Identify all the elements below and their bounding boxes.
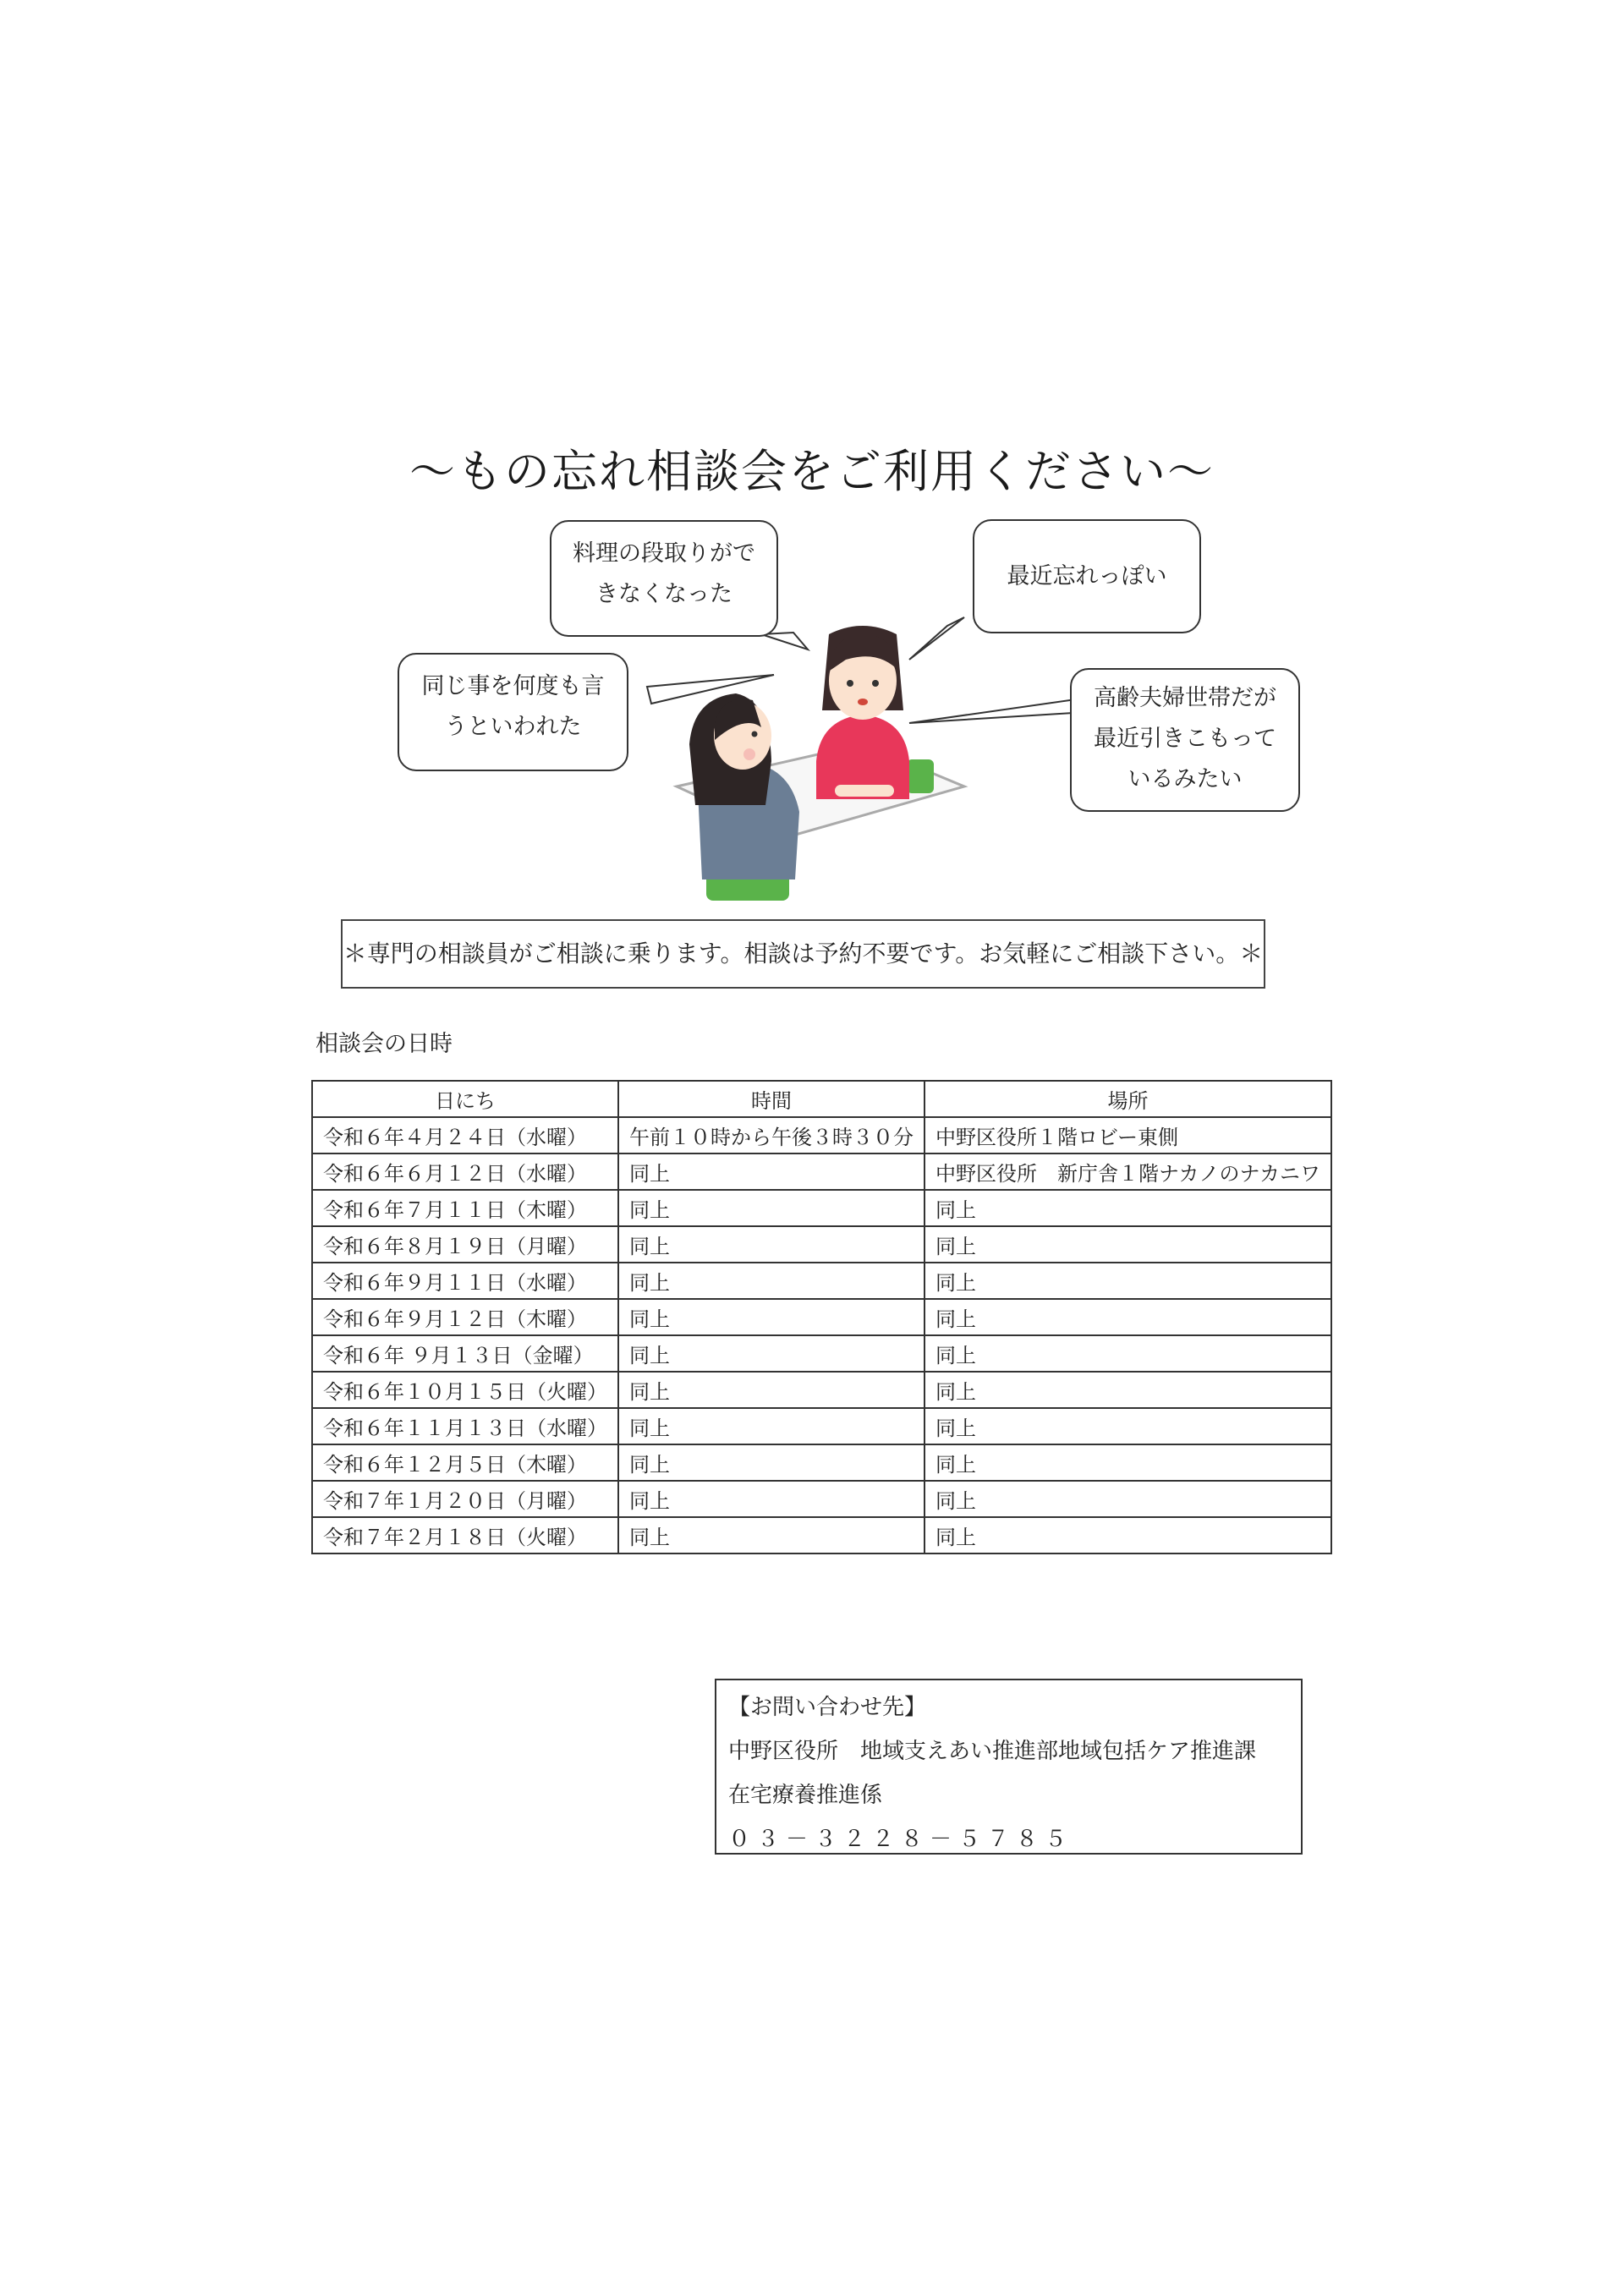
table-row <box>312 1444 1331 1481</box>
contact-section: 在宅療養推進係 <box>728 1783 883 1808</box>
date-cell: 令和６年４月２４日（水曜） <box>312 1117 618 1153</box>
contact-phone: ０３－３２２８－５７８５ <box>728 1827 1074 1852</box>
contact-box <box>715 1679 1303 1855</box>
contact-office: 中野区役所 地域支えあい推進部地域包括ケア推進課 <box>728 1739 1257 1764</box>
time-cell: 同上 <box>618 1444 924 1481</box>
table-row <box>312 1117 1331 1153</box>
date-cell: 令和６年１２月５日（木曜） <box>312 1444 618 1481</box>
time-cell: 同上 <box>618 1190 924 1226</box>
place-cell: 同上 <box>924 1335 1331 1372</box>
schedule-body <box>312 1117 1331 1553</box>
time-cell: 同上 <box>618 1408 924 1444</box>
table-row <box>312 1299 1331 1335</box>
table-row <box>312 1335 1331 1372</box>
place-cell: 同上 <box>924 1299 1331 1335</box>
table-row <box>312 1153 1331 1190</box>
page-title: ～もの忘れ相談会をご利用ください～ <box>409 445 1215 498</box>
date-cell: 令和６年８月１９日（月曜） <box>312 1226 618 1263</box>
time-cell: 同上 <box>618 1263 924 1299</box>
table-header-row <box>312 1081 1331 1117</box>
speech-bubble-forgetful: 最近忘れっぽい <box>973 519 1201 633</box>
place-cell: 同上 <box>924 1444 1331 1481</box>
place-cell: 同上 <box>924 1517 1331 1553</box>
time-cell: 午前１０時から午後３時３０分 <box>618 1117 924 1153</box>
table-row <box>312 1226 1331 1263</box>
date-cell: 令和６年７月１１日（木曜） <box>312 1190 618 1226</box>
place-cell: 同上 <box>924 1372 1331 1408</box>
place-cell: 中野区役所１階ロビー東側 <box>924 1117 1331 1153</box>
time-cell: 同上 <box>618 1226 924 1263</box>
column-header-place: 場所 <box>924 1081 1331 1117</box>
place-cell: 同上 <box>924 1263 1331 1299</box>
time-cell: 同上 <box>618 1153 924 1190</box>
date-cell: 令和６年９月１１日（水曜） <box>312 1263 618 1299</box>
table-row <box>312 1517 1331 1553</box>
time-cell: 同上 <box>618 1299 924 1335</box>
time-cell: 同上 <box>618 1481 924 1517</box>
date-cell: 令和６年１０月１５日（火曜） <box>312 1372 618 1408</box>
date-cell: 令和６年９月１２日（木曜） <box>312 1299 618 1335</box>
schedule-label: 相談会の日時 <box>315 1031 453 1057</box>
table-row <box>312 1372 1331 1408</box>
table-row <box>312 1408 1331 1444</box>
time-cell: 同上 <box>618 1517 924 1553</box>
column-header-date: 日にち <box>312 1081 618 1117</box>
place-cell: 同上 <box>924 1190 1331 1226</box>
speech-bubble-elderly: 高齢夫婦世帯だが 最近引きこもって いるみたい <box>1070 668 1300 812</box>
date-cell: 令和６年 ９月１３日（金曜） <box>312 1335 618 1372</box>
place-cell: 同上 <box>924 1481 1331 1517</box>
schedule-table <box>311 1080 1332 1554</box>
time-cell: 同上 <box>618 1372 924 1408</box>
table-row <box>312 1190 1331 1226</box>
date-cell: 令和７年２月１８日（火曜） <box>312 1517 618 1553</box>
place-cell: 同上 <box>924 1226 1331 1263</box>
speech-bubble-repeat: 同じ事を何度も言 うといわれた <box>398 653 628 771</box>
place-cell: 中野区役所 新庁舎１階ナカノのナカニワ <box>924 1153 1331 1190</box>
speech-bubble-cooking: 料理の段取りがで きなくなった <box>550 520 778 637</box>
notice-box: ＊専門の相談員がご相談に乗ります。相談は予約不要です。お気軽にご相談下さい。＊ <box>341 919 1265 989</box>
date-cell: 令和６年６月１２日（水曜） <box>312 1153 618 1190</box>
table-row <box>312 1263 1331 1299</box>
table-row <box>312 1481 1331 1517</box>
time-cell: 同上 <box>618 1335 924 1372</box>
date-cell: 令和６年１１月１３日（水曜） <box>312 1408 618 1444</box>
date-cell: 令和７年１月２０日（月曜） <box>312 1481 618 1517</box>
contact-heading: 【お問い合わせ先】 <box>728 1695 927 1720</box>
column-header-time: 時間 <box>618 1081 924 1117</box>
place-cell: 同上 <box>924 1408 1331 1444</box>
